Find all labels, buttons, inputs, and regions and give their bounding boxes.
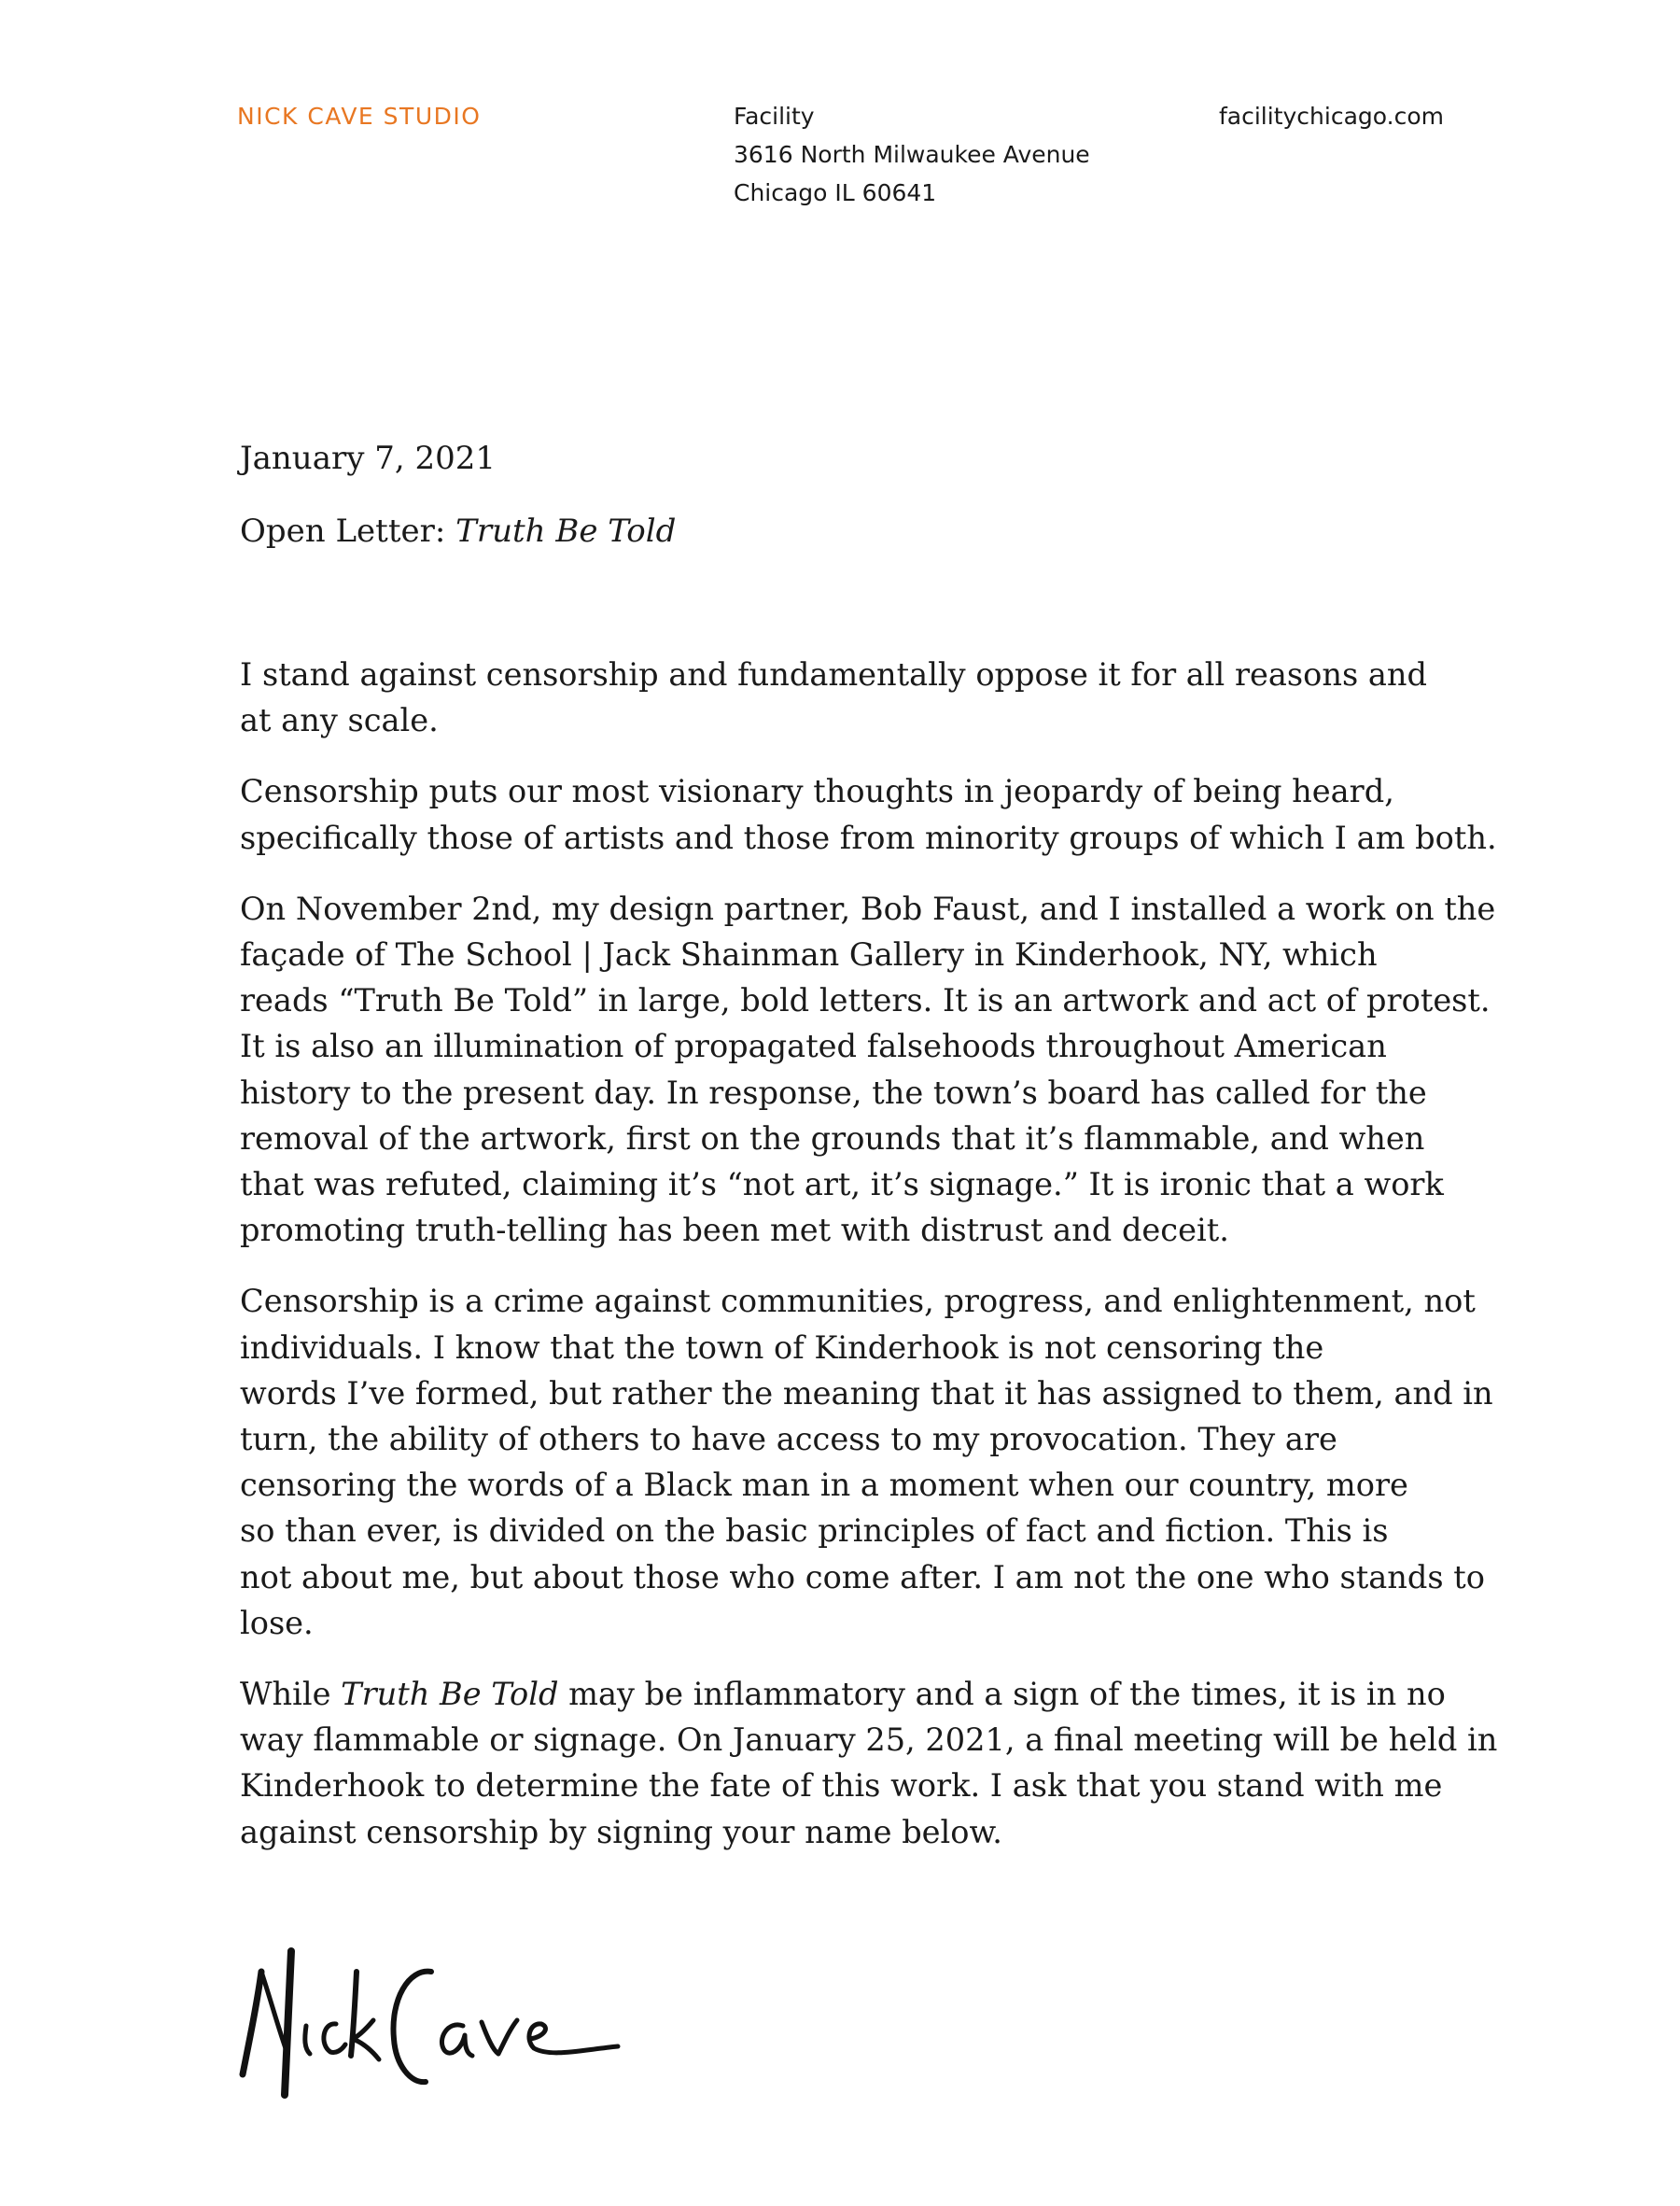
paragraph-line: individuals. I know that the town of Kinderhook is not censoring the xyxy=(240,1328,1324,1366)
letter-paragraphs xyxy=(240,652,1565,1855)
handwritten-signature xyxy=(233,1934,625,2102)
paragraph-4 xyxy=(240,1278,1565,1646)
paragraph-line: removal of the artwork, first on the grounds that it’s flammable, and when xyxy=(240,1119,1425,1157)
paragraph-line: turn, the ability of others to have access to my provocation. They are xyxy=(240,1421,1337,1458)
paragraph-line: lose. xyxy=(240,1604,314,1641)
address-line-3: Chicago IL 60641 xyxy=(734,179,937,206)
paragraph-line: Censorship is a crime against communities, progress, and enlightenment, not xyxy=(240,1283,1476,1320)
subject-title: Truth Be Told xyxy=(455,513,677,550)
facility-address xyxy=(734,97,1090,212)
paragraph-line: censoring the words of a Black man in a moment when our country, more xyxy=(240,1467,1408,1504)
paragraph-line: so than ever, is divided on the basic principles of fact and fiction. This is xyxy=(240,1512,1389,1550)
paragraph-line: On November 2nd, my design partner, Bob Faust, and I installed a work on the xyxy=(240,890,1496,927)
paragraph-line: façade of The School | Jack Shainman Gallery in Kinderhook, NY, which xyxy=(240,936,1378,974)
paragraph-5 xyxy=(240,1671,1565,1855)
studio-name: NICK CAVE STUDIO xyxy=(237,103,482,130)
letter-body xyxy=(240,435,1565,1880)
line-text: may be inflammatory and a sign of the times, it is in no xyxy=(558,1676,1446,1713)
paragraph-line: against censorship by signing your name below. xyxy=(240,1813,1002,1850)
letter-subject xyxy=(240,508,1565,555)
letterhead xyxy=(0,97,1680,228)
paragraph-line: Censorship puts our most visionary thoughts in jeopardy of being heard, xyxy=(240,773,1394,810)
line-text: While xyxy=(240,1676,342,1713)
paragraph-line xyxy=(240,1671,1565,1717)
paragraph-line: that was refuted, claiming it’s “not art, it’s signage.” It is ironic that a work xyxy=(240,1166,1444,1203)
paragraph-line: words I’ve formed, but rather the meaning that it has assigned to them, and in xyxy=(240,1374,1493,1412)
paragraph-line: Kinderhook to determine the fate of this work. I ask that you stand with me xyxy=(240,1767,1443,1805)
paragraph-line: promoting truth-telling has been met with distrust and deceit. xyxy=(240,1212,1229,1249)
letter-date: January 7, 2021 xyxy=(240,440,497,477)
paragraph-line: way flammable or signage. On January 25, 2021, a final meeting will be held in xyxy=(240,1721,1498,1759)
paragraph-line: I stand against censorship and fundamentally oppose it for all reasons and xyxy=(240,656,1428,693)
website-link[interactable]: facilitychicago.com xyxy=(1219,103,1444,130)
paragraph-line: specifically those of artists and those from minority groups of which I am both. xyxy=(240,819,1497,856)
paragraph-1 xyxy=(240,652,1565,743)
subject-prefix: Open Letter: xyxy=(240,513,456,550)
artwork-title: Truth Be Told xyxy=(341,1676,559,1713)
address-line-1: Facility xyxy=(734,103,815,130)
paragraph-line: at any scale. xyxy=(240,702,439,739)
paragraph-2 xyxy=(240,768,1565,860)
paragraph-line: history to the present day. In response, the town’s board has called for the xyxy=(240,1074,1427,1111)
paragraph-line: It is also an illumination of propagated falsehoods throughout American xyxy=(240,1028,1387,1065)
paragraph-line: reads “Truth Be Told” in large, bold letters. It is an artwork and act of protest. xyxy=(240,982,1491,1019)
paragraph-line: not about me, but about those who come after. I am not the one who stands to xyxy=(240,1558,1485,1595)
address-line-2: 3616 North Milwaukee Avenue xyxy=(734,141,1090,168)
paragraph-3 xyxy=(240,886,1565,1254)
